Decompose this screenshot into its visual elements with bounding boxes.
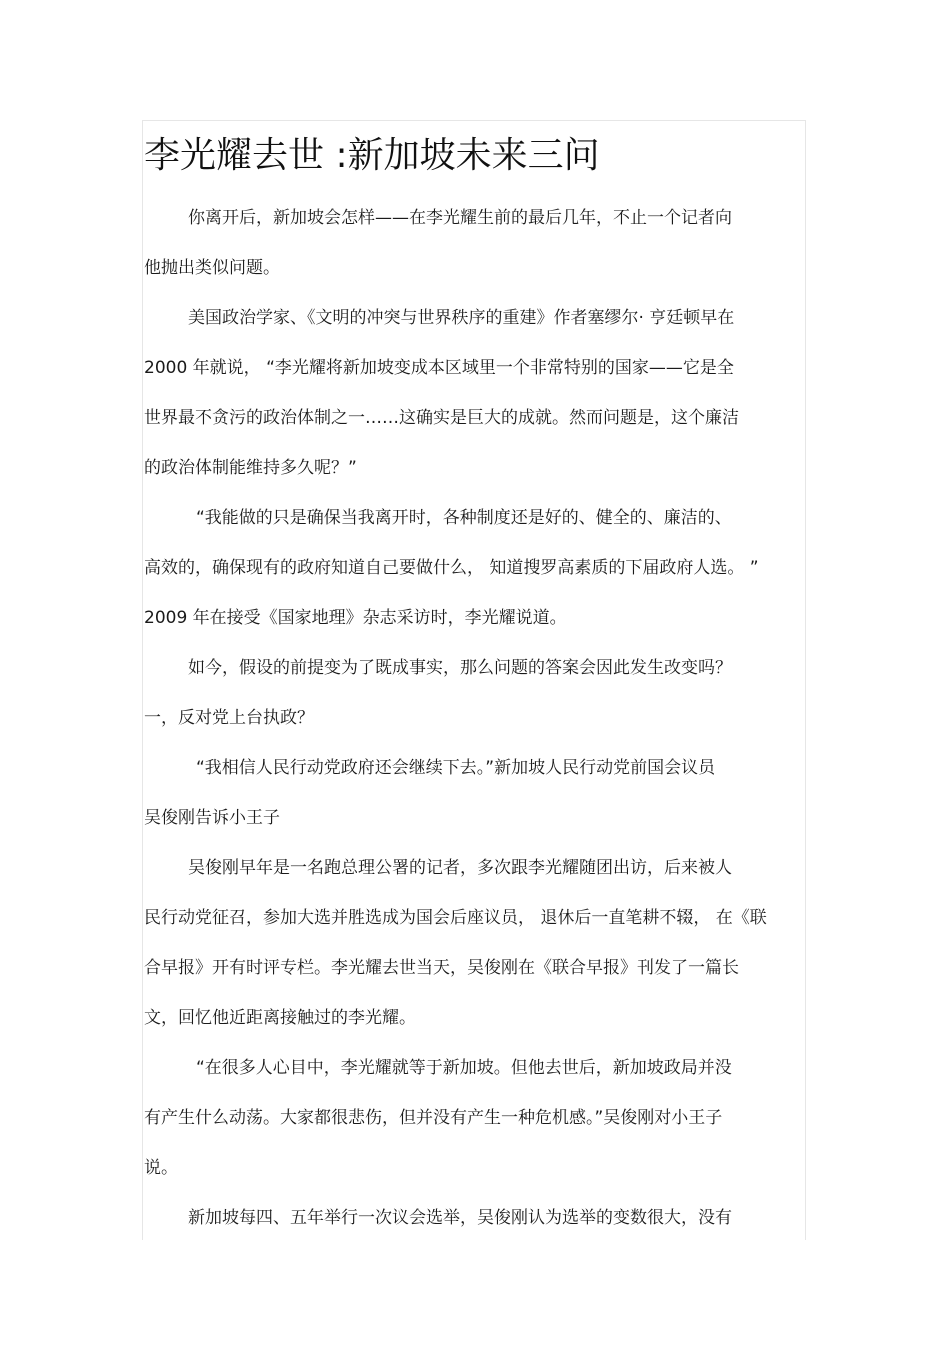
paragraph-line-21: 新加坡每四、五年举行一次议会选举，吴俊刚认为选举的变数很大，没有 <box>188 1208 732 1228</box>
paragraph-line-19: 有产生什么动荡。大家都很悲伤，但并没有产生一种危机感。”吴俊刚对小王子 <box>144 1108 723 1128</box>
paragraph-line-18: “在很多人心目中，李光耀就等于新加坡。但他去世后，新加坡政局并没 <box>196 1058 732 1078</box>
paragraph-line-14: 吴俊刚早年是一名跑总理公署的记者，多次跟李光耀随团出访，后来被人 <box>188 858 732 878</box>
paragraph-line-1: 你离开后，新加坡会怎样——在李光耀生前的最后几年，不止一个记者向 <box>188 208 732 228</box>
paragraph-line-12: “我相信人民行动党政府还会继续下去。”新加坡人民行动党前国会议员 <box>196 758 716 778</box>
paragraph-line-7: “我能做的只是确保当我离开时，各种制度还是好的、健全的、廉洁的、 <box>196 508 732 528</box>
paragraph-line-2: 他抛出类似问题。 <box>144 258 280 278</box>
document-title: 李光耀去世 :新加坡未来三问 <box>144 135 600 176</box>
paragraph-line-6: 的政治体制能维持多久呢？” <box>144 458 357 478</box>
paragraph-line-8: 高效的，确保现有的政府知道自己要做什么， 知道搜罗高素质的下届政府人选。 ” <box>144 558 759 578</box>
paragraph-line-20: 说。 <box>144 1158 178 1178</box>
paragraph-line-17: 文，回忆他近距离接触过的李光耀。 <box>144 1008 416 1028</box>
paragraph-line-5: 世界最不贪污的政治体制之一……这确实是巨大的成就。然而问题是，这个廉洁 <box>144 408 739 428</box>
section-heading-1: 一，反对党上台执政？ <box>144 708 314 728</box>
paragraph-line-3: 美国政治学家、《文明的冲突与世界秩序的重建》作者塞缪尔· 亨廷顿早在 <box>188 308 735 328</box>
paragraph-line-16: 合早报》开有时评专栏。李光耀去世当天，吴俊刚在《联合早报》刊发了一篇长 <box>144 958 739 978</box>
paragraph-line-9: 2009 年在接受《国家地理》杂志采访时，李光耀说道。 <box>144 608 567 628</box>
paragraph-line-15: 民行动党征召，参加大选并胜选成为国会后座议员， 退休后一直笔耕不辍， 在《联 <box>144 908 767 928</box>
paragraph-line-4: 2000 年就说， “李光耀将新加坡变成本区域里一个非常特别的国家——它是全 <box>144 358 734 378</box>
paragraph-line-13: 吴俊刚告诉小王子 <box>144 808 280 828</box>
paragraph-line-10: 如今，假设的前提变为了既成事实，那么问题的答案会因此发生改变吗？ <box>188 658 732 678</box>
